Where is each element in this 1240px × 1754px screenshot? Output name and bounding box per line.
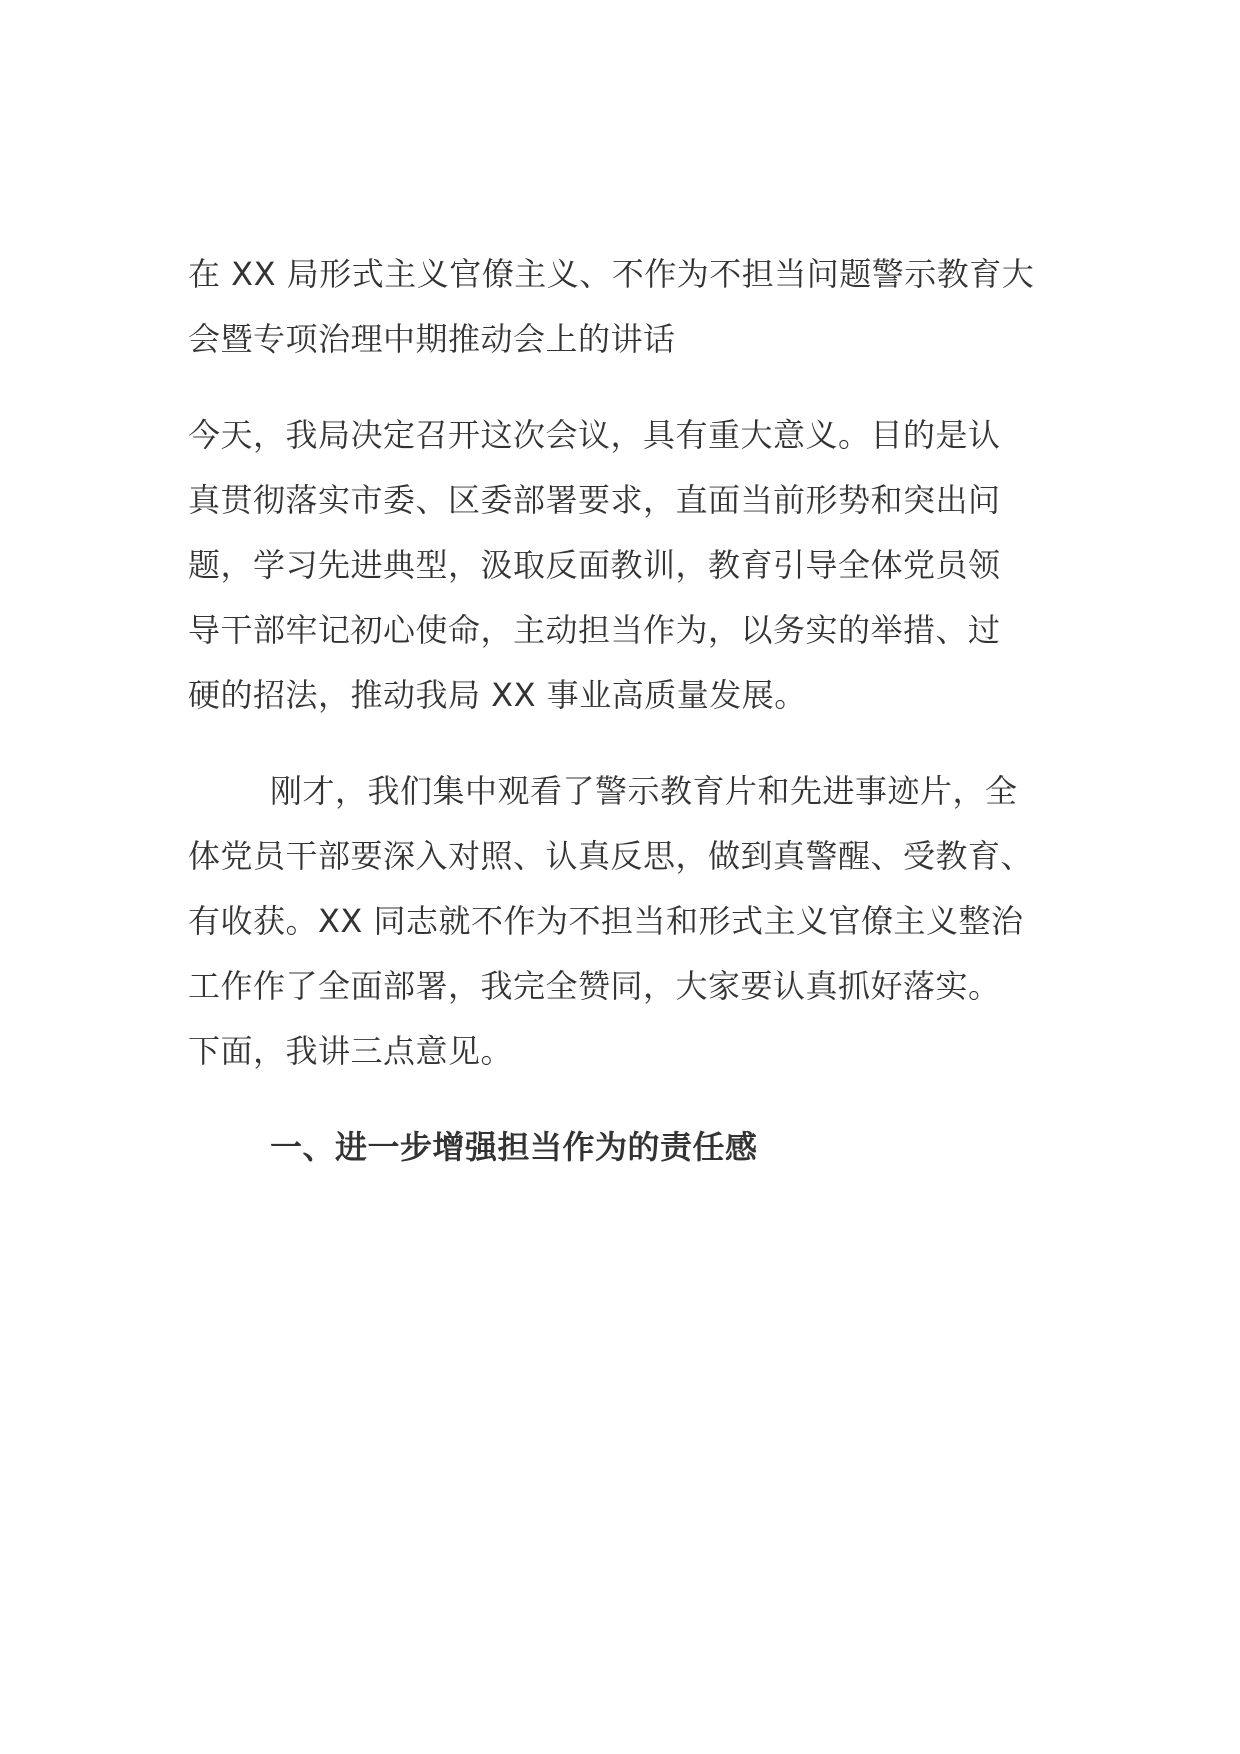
paragraph-overview: [188, 759, 1058, 1084]
paragraph-line: 硬的招法，推动我局 XX 事业高质量发展。: [188, 676, 807, 714]
paragraph-line: 工作作了全面部署，我完全赞同，大家要认真抓好落实。: [188, 967, 1001, 1005]
paragraph-line: 导干部牢记初心使命，主动担当作为，以务实的举措、过: [188, 611, 1001, 649]
paragraph-line: 题，学习先进典型，汲取反面教训，教育引导全体党员领: [188, 546, 1001, 584]
title-line: 会暨专项治理中期推动会上的讲话: [188, 320, 676, 358]
paragraph-line: 真贯彻落实市委、区委部署要求，直面当前形势和突出问: [188, 481, 1001, 519]
paragraph-line: 有收获。XX 同志就不作为不担当和形式主义官僚主义整治: [188, 902, 1024, 940]
document-title: [188, 242, 1058, 372]
title-line: 在 XX 局形式主义官僚主义、不作为不担当问题警示教育大: [188, 255, 1035, 293]
section-heading: 一、进一步增强担当作为的责任感: [270, 1128, 758, 1166]
paragraph-line: 今天，我局决定召开这次会议，具有重大意义。目的是认: [188, 416, 1001, 454]
paragraph-line: 下面，我讲三点意见。: [188, 1032, 514, 1070]
paragraph-intro: [188, 403, 1058, 728]
paragraph-line: 体党员干部要深入对照、认真反思，做到真警醒、受教育、: [188, 837, 1034, 875]
document-body: [188, 242, 1058, 1180]
paragraph-line: 刚才，我们集中观看了警示教育片和先进事迹片，全: [270, 772, 1018, 810]
